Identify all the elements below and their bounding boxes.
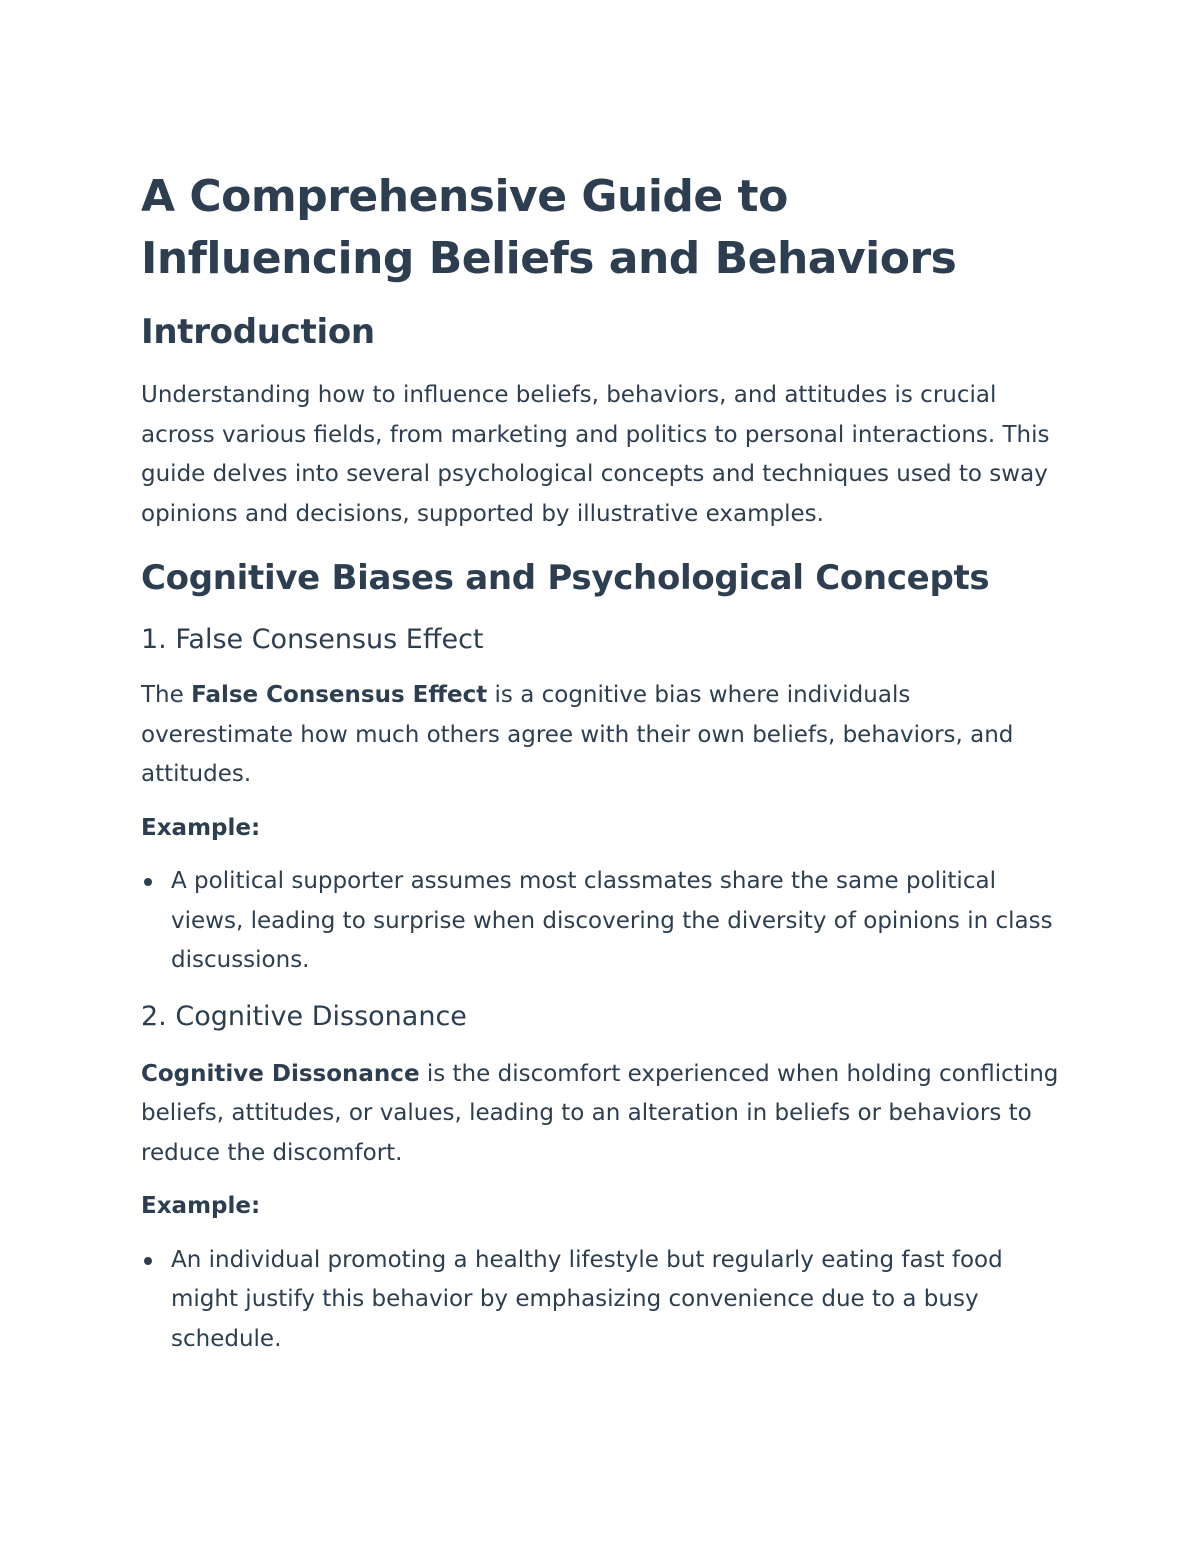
concept-heading-false-consensus: 1. False Consensus Effect xyxy=(141,624,484,655)
example-label: Example: xyxy=(141,1193,261,1219)
list-item xyxy=(141,1241,1066,1360)
paragraph-text: is the discomfort experienced when holding conflicting beliefs, attitudes, or values, leading to an alteration in beliefs or behaviors to reduce the discomfort. xyxy=(141,1060,1059,1166)
concept-paragraph-cognitive-dissonance xyxy=(141,1055,1066,1174)
paragraph-prefix: The xyxy=(141,682,192,708)
example-list xyxy=(141,1241,1066,1360)
introduction-paragraph: Understanding how to influence beliefs, behaviors, and attitudes is crucial across various fields, from marketing and politics to personal interactions. This guide delves into several psychological concepts and techniques used to sway opinions and decisions, supported by illustrative examples. xyxy=(141,382,1050,527)
list-item-text: A political supporter assumes most classmates share the same political views, leading to surprise when discovering the diversity of opinions in class discussions. xyxy=(171,868,1053,973)
bullet-icon xyxy=(144,878,152,886)
document-page xyxy=(141,160,1066,1359)
introduction-heading: Introduction xyxy=(141,312,375,352)
concept-term: False Consensus Effect xyxy=(191,682,488,708)
list-item-text: An individual promoting a healthy lifestyle but regularly eating fast food might justify this behavior by emphasizing convenience due to a busy schedule. xyxy=(171,1246,1003,1352)
concept-heading-cognitive-dissonance: 2. Cognitive Dissonance xyxy=(141,1000,467,1032)
document-title: A Comprehensive Guide to Influencing Beliefs and Behaviors xyxy=(141,171,957,284)
example-list xyxy=(141,862,1066,981)
paragraph-text: is a cognitive bias where individuals overestimate how much others agree with their own beliefs, behaviors, and attitudes. xyxy=(141,682,1014,787)
list-item xyxy=(141,862,1066,981)
bullet-icon xyxy=(144,1257,152,1265)
concept-paragraph-false-consensus xyxy=(141,676,1066,795)
concept-term: Cognitive Dissonance xyxy=(141,1060,420,1087)
section-heading: Cognitive Biases and Psychological Concepts xyxy=(141,558,990,598)
example-label: Example: xyxy=(141,814,261,841)
